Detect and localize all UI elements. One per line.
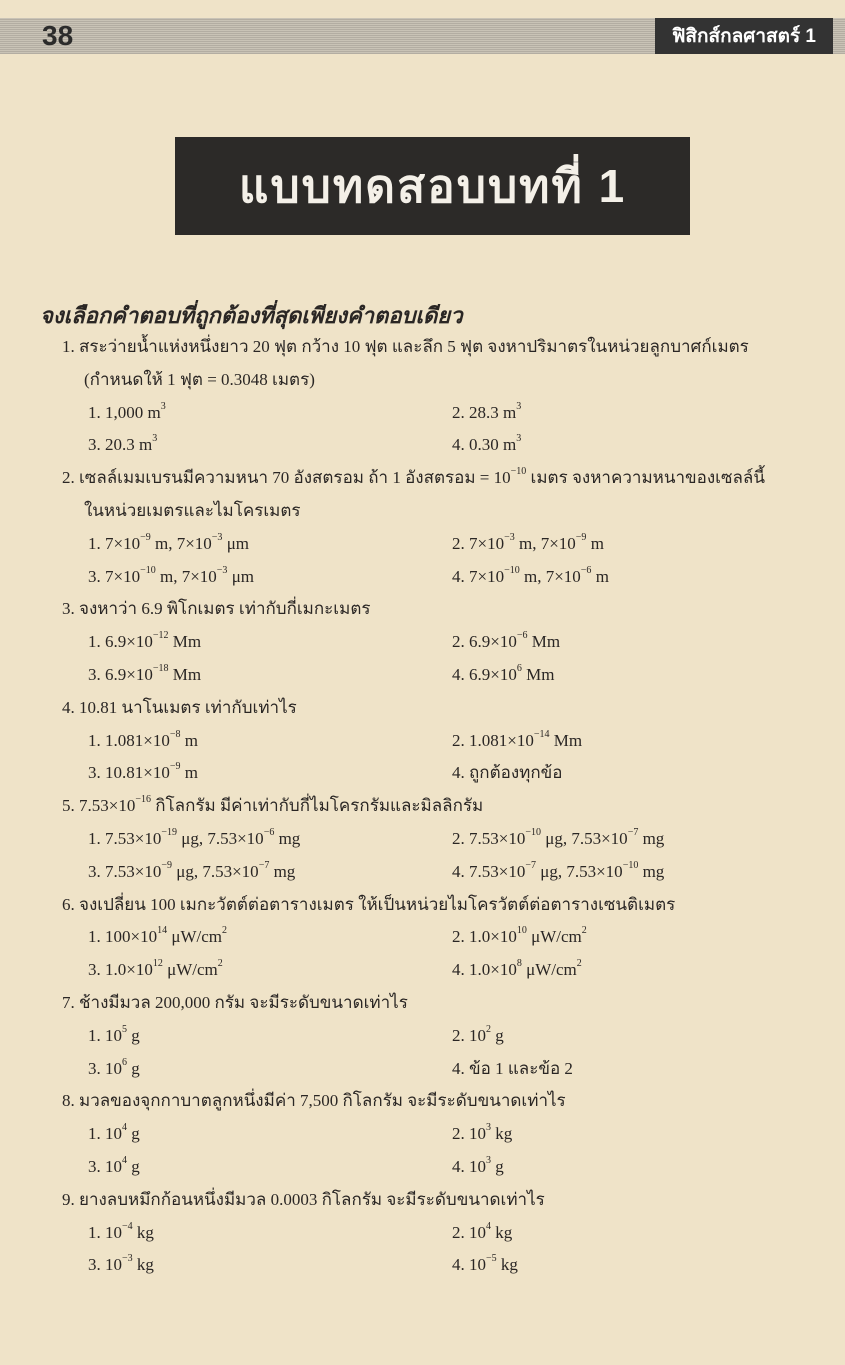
superscript: −12 [152,630,169,642]
question-1 [62,331,832,462]
text-segment: μm [222,533,250,553]
answer-option-3[interactable] [88,429,452,462]
text-segment: g [127,1025,140,1045]
superscript: −7 [258,859,270,871]
text-segment: mg [638,828,665,848]
text-segment: 3. 10 [88,1156,122,1176]
answer-option-3[interactable] [88,856,452,889]
superscript: −9 [140,531,151,543]
superscript: 10 [516,925,527,937]
text-segment: 1. 1.081×10 [88,730,170,750]
text-segment: Mm [521,664,555,684]
answer-options [62,528,832,594]
text-segment: 1. 1,000 m [88,402,161,422]
text-segment: 4. 7×10 [452,566,505,586]
answer-option-1[interactable] [88,921,452,954]
text-segment: kg [132,1255,154,1275]
answer-option-1[interactable] [88,725,452,758]
question-number: 8. [62,1091,75,1111]
superscript: −16 [135,794,151,806]
superscript: 3 [516,400,522,412]
text-segment: 2. 28.3 m [452,402,517,422]
question-7 [62,987,832,1085]
question-number: 2. [62,468,75,488]
question-5 [62,790,832,888]
question-4 [62,692,832,790]
question-9 [62,1184,832,1282]
answer-option-3[interactable] [88,1053,452,1086]
answer-option-4[interactable] [452,1249,845,1282]
superscript: 14 [157,925,168,937]
text-segment: 2. 7×10 [452,533,505,553]
text-segment: g [491,1156,504,1176]
text-segment: μW/cm [526,927,582,947]
answer-options [62,823,832,889]
text-segment: g [127,1156,140,1176]
answer-option-4[interactable] [452,954,845,987]
text-segment: มวลของจุกกาบาตลูกหนึ่งมีค่า 7,500 กิโลกรัม จะมีระดับขนาดเท่าไร [79,1091,566,1111]
question-text [62,790,832,823]
superscript: −6 [580,564,592,576]
question-text-continued: ในหน่วยเมตรและไมโครเมตร [84,500,301,520]
answer-options [62,1020,832,1086]
text-segment: μW/cm [521,960,577,980]
answer-option-4[interactable] [452,659,845,692]
superscript: 2 [217,958,223,970]
text-segment: 2. 1.0×10 [452,927,517,947]
text-segment: เมตร จงหาความหนาของเซลล์นี้ [526,468,765,488]
text-segment: 3. 7.53×10 [88,861,162,881]
superscript: 8 [516,958,522,970]
text-segment: กิโลกรัม มีค่าเท่ากับกี่ไมโครกรัมและมิลลิกรัม [150,796,484,816]
answer-option-3[interactable] [88,659,452,692]
text-segment: 1. 100×10 [88,927,158,947]
text-segment: 1. 7×10 [88,533,141,553]
text-segment: 2. 1.081×10 [452,730,534,750]
text-segment: mg [638,861,665,881]
text-segment: 2. 10 [452,1222,486,1242]
text-segment: 3. 7×10 [88,566,141,586]
answer-option-2[interactable] [452,397,845,430]
page-number: 38 [42,20,74,51]
question-text [62,987,832,1020]
question-text [62,889,832,922]
answer-options [62,626,832,692]
text-segment: Mm [168,632,202,652]
book-title: ฟิสิกส์กลศาสตร์ 1 [655,18,833,54]
text-segment: 3. 10 [88,1255,122,1275]
answer-option-1[interactable] [88,1020,452,1053]
question-3 [62,593,832,691]
text-segment: 3. 1.0×10 [88,960,153,980]
text-segment: Mm [549,730,583,750]
text-segment: 3. 20.3 m [88,435,153,455]
answer-option-4[interactable] [452,561,845,594]
superscript: −8 [169,728,181,740]
superscript: 6 [122,1056,127,1068]
text-segment: μW/cm [162,960,218,980]
text-segment: mg [269,861,296,881]
answer-option-3[interactable] [88,757,452,790]
text-segment: g [491,1025,504,1045]
text-segment: สระว่ายน้ำแห่งหนึ่งยาว 20 ฟุต กว้าง 10 ฟุต และลึก 5 ฟุต จงหาปริมาตรในหน่วยลูกบาศก์เมตร [79,337,749,356]
answer-option-2[interactable] [452,823,845,856]
superscript: 4 [122,1122,127,1134]
superscript: −6 [516,630,528,642]
superscript: −6 [263,826,275,838]
question-number: 6. [62,894,75,914]
text-segment: g [127,1124,140,1144]
text-segment: 10.81 นาโนเมตร เท่ากับเท่าไร [79,697,297,717]
text-segment: m [591,566,609,586]
question-text-continued: (กำหนดให้ 1 ฟุต = 0.3048 เมตร) [84,369,315,389]
chapter-test-title: แบบทดสอบบทที่ 1 [175,137,690,235]
answer-option-3[interactable] [88,1249,452,1282]
superscript: −10 [525,826,541,838]
text-segment: m, 7×10 [155,566,217,586]
text-segment: m, 7×10 [150,533,212,553]
answer-option-4[interactable] [452,757,845,790]
answer-option-3[interactable] [88,1151,452,1184]
text-segment: m [586,533,604,553]
superscript: 3 [486,1154,491,1166]
question-number: 5. [62,796,75,816]
text-segment: 3. 10.81×10 [88,763,170,783]
answer-option-4[interactable] [452,429,845,462]
text-segment: m, 7×10 [514,533,576,553]
text-segment: m, 7×10 [519,566,581,586]
text-segment: m [180,730,198,750]
superscript: −3 [122,1253,133,1265]
answer-option-2[interactable] [452,626,845,659]
superscript: 3 [160,400,166,412]
text-segment: μg, 7.53×10 [540,828,628,848]
text-segment: 1. 10 [88,1222,122,1242]
superscript: −10 [504,564,520,576]
answer-option-2[interactable] [452,1217,845,1250]
text-segment: g [127,1058,140,1078]
answer-option-1[interactable] [88,1118,452,1151]
superscript: 5 [122,1023,127,1035]
superscript: 12 [152,958,163,970]
superscript: 2 [222,925,227,937]
text-segment: 4. 1.0×10 [452,960,517,980]
text-segment: Mm [168,664,202,684]
question-6 [62,889,832,987]
answer-option-2[interactable] [452,725,845,758]
text-segment: เซลล์เมมเบรนมีความหนา 70 อังสตรอม ถ้า 1 อังสตรอม = 10 [79,468,511,488]
answer-options [62,1118,832,1184]
superscript: 2 [576,958,582,970]
text-segment: 7.53×10 [79,796,136,816]
text-segment: 4. 7.53×10 [452,861,526,881]
superscript: −19 [161,826,177,838]
text-segment: kg [491,1124,513,1144]
superscript: −14 [533,728,550,740]
text-segment: 2. 7.53×10 [452,828,526,848]
superscript: −3 [216,564,228,576]
text-segment: mg [274,828,301,848]
answer-option-4[interactable] [452,856,845,889]
text-segment: 4. 10 [452,1255,486,1275]
answer-option-4[interactable] [452,1053,845,1086]
question-number: 3. [62,599,75,619]
superscript: 2 [486,1023,491,1035]
answer-option-2[interactable] [452,1020,845,1053]
text-segment: 4. ข้อ 1 และข้อ 2 [452,1058,573,1078]
question-text [62,593,832,626]
superscript: −5 [486,1253,497,1265]
superscript: −9 [169,761,181,773]
question-text [62,331,832,364]
answer-option-1[interactable] [88,626,452,659]
question-text [62,462,832,495]
answer-option-2[interactable] [452,1118,845,1151]
instruction: จงเลือกคำตอบที่ถูกต้องที่สุดเพียงคำตอบเดียว [40,303,463,328]
text-segment: 1. 10 [88,1025,122,1045]
text-segment: 4. 0.30 m [452,435,517,455]
text-segment: 3. 10 [88,1058,122,1078]
superscript: 3 [516,433,522,445]
text-segment: ยางลบหมึกก้อนหนึ่งมีมวล 0.0003 กิโลกรัม จะมีระดับขนาดเท่าไร [79,1189,545,1209]
text-segment: μg, 7.53×10 [171,861,259,881]
answer-options [62,1217,832,1283]
answer-option-1[interactable] [88,397,452,430]
question-number: 1. [62,337,75,356]
answer-option-1[interactable] [88,823,452,856]
answer-option-1[interactable] [88,1217,452,1250]
superscript: −7 [525,859,536,871]
text-segment: μg, 7.53×10 [176,828,264,848]
text-segment: 4. ถูกต้องทุกข้อ [452,763,563,783]
question-2 [62,462,832,593]
answer-option-2[interactable] [452,921,845,954]
text-segment: m [180,763,198,783]
text-segment: μW/cm [167,927,222,947]
superscript: −3 [504,531,515,543]
text-segment: kg [491,1222,513,1242]
answer-option-3[interactable] [88,561,452,594]
question-number: 7. [62,992,75,1012]
text-segment: μm [227,566,255,586]
answer-options [62,921,832,987]
text-segment: จงเปลี่ยน 100 เมกะวัตต์ต่อตารางเมตร ให้เป็นหน่วยไมโครวัตต์ต่อตารางเซนติเมตร [79,894,676,914]
superscript: −9 [575,531,587,543]
text-segment: 1. 6.9×10 [88,632,153,652]
text-segment: Mm [527,632,561,652]
answer-option-2[interactable] [452,528,845,561]
text-segment: μg, 7.53×10 [535,861,623,881]
superscript: 4 [486,1220,491,1232]
question-text [62,692,832,725]
question-number: 4. [62,697,75,717]
answer-options [62,397,832,463]
superscript: −10 [510,466,527,478]
question-text [62,1184,832,1217]
superscript: −10 [140,564,156,576]
superscript: 2 [581,925,587,937]
superscript: −10 [622,859,639,871]
answer-option-4[interactable] [452,1151,845,1184]
text-segment: kg [132,1222,154,1242]
superscript: 3 [486,1122,491,1134]
superscript: −4 [122,1220,133,1232]
question-8 [62,1085,832,1183]
text-segment: ช้างมีมวล 200,000 กรัม จะมีระดับขนาดเท่าไร [79,992,408,1012]
text-segment: 2. 10 [452,1124,486,1144]
superscript: −7 [627,826,639,838]
text-segment: 2. 10 [452,1025,486,1045]
text-segment: 4. 6.9×10 [452,664,517,684]
text-segment: 1. 7.53×10 [88,828,162,848]
superscript: −9 [161,859,172,871]
question-text [62,1085,832,1118]
text-segment: 2. 6.9×10 [452,632,517,652]
superscript: 3 [152,433,158,445]
text-segment: 1. 10 [88,1124,122,1144]
question-list [62,331,832,1282]
text-segment: จงหาว่า 6.9 พิโกเมตร เท่ากับกี่เมกะเมตร [79,599,371,619]
answer-options [62,725,832,791]
text-segment: 3. 6.9×10 [88,664,153,684]
question-number: 9. [62,1189,75,1209]
superscript: −3 [211,531,223,543]
text-segment: 4. 10 [452,1156,486,1176]
superscript: 4 [122,1154,127,1166]
superscript: −18 [152,662,169,674]
text-segment: kg [496,1255,518,1275]
answer-option-1[interactable] [88,528,452,561]
answer-option-3[interactable] [88,954,452,987]
superscript: 6 [516,662,522,674]
